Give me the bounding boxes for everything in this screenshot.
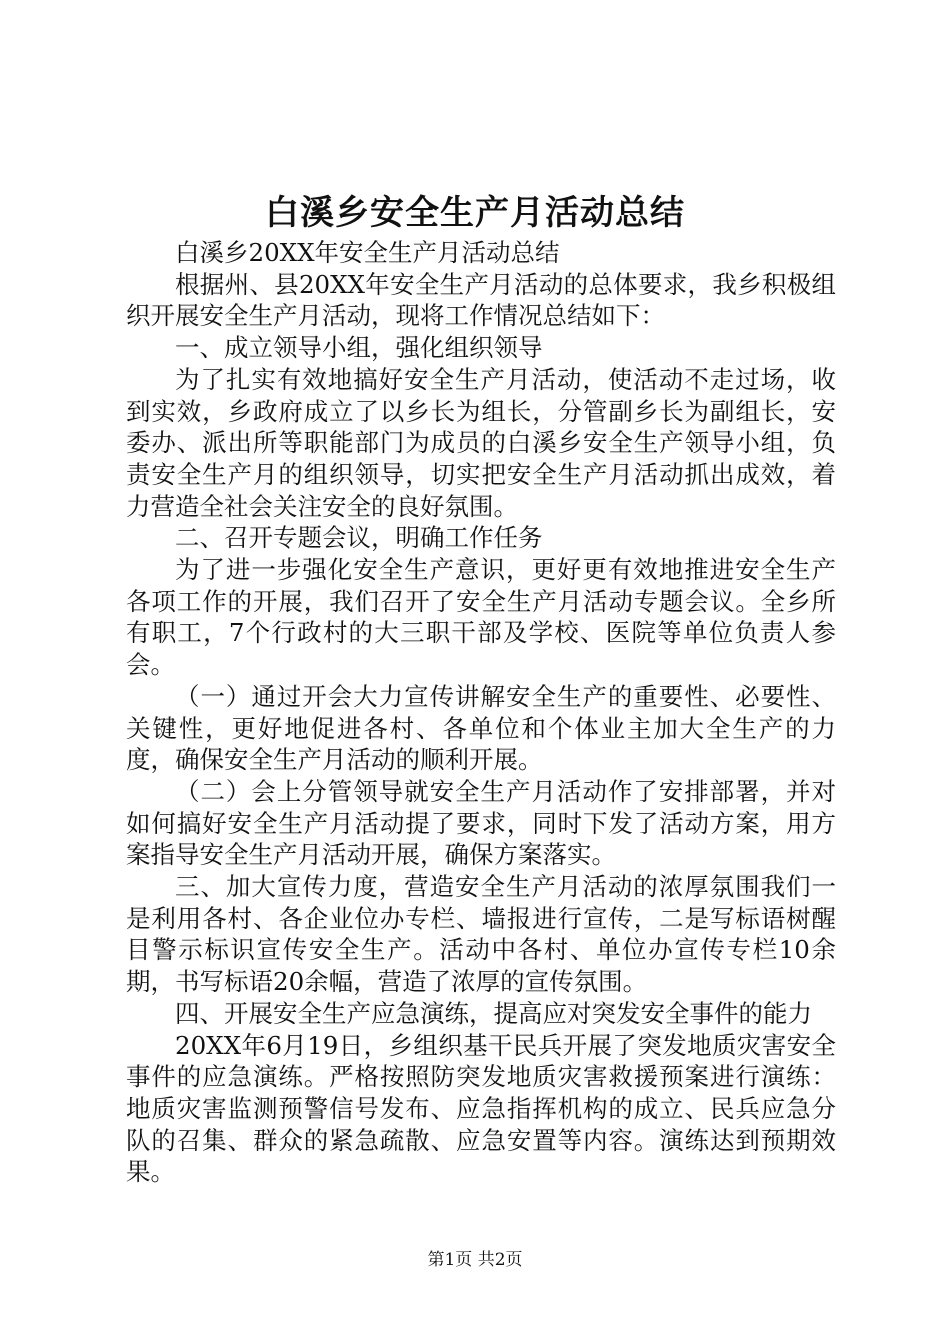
- section-body-4: 20XX年6月19日，乡组织基干民兵开展了突发地质灾害安全事件的应急演练。严格按照防突发地质灾害救援预案进行演练：地质灾害监测预警信号发布、应急指挥机构的成立、民兵应急分队的召集、群众的紧急疏散、应急安置等内容。演练达到预期效果。: [126, 1030, 836, 1187]
- section-heading-2: 二、召开专题会议，明确工作任务: [175, 523, 543, 553]
- section-heading-1: 一、成立领导小组，强化组织领导: [175, 333, 543, 363]
- document-title: 白溪乡安全生产月活动总结: [265, 193, 685, 233]
- subsection-1: （一）通过开会大力宣传讲解安全生产的重要性、必要性、关键性，更好地促进各村、各单位和个体业主加大全生产的力度，确保安全生产月活动的顺利开展。: [126, 681, 836, 775]
- page-number: 第1页 共2页: [427, 1250, 523, 1270]
- subsection-2: （二）会上分管领导就安全生产月活动作了安排部署，并对如何搞好安全生产月活动提了要求，同时下发了活动方案，用方案指导安全生产月活动开展，确保方案落实。: [126, 776, 836, 870]
- intro-paragraph: 根据州、县20XX年安全生产月活动的总体要求，我乡积极组织开展安全生产月活动，现将工作情况总结如下：: [126, 269, 836, 331]
- section-heading-4: 四、开展安全生产应急演练，提高应对突发安全事件的能力: [175, 998, 812, 1028]
- section-body-2: 为了进一步强化安全生产意识，更好更有效地推进安全生产各项工作的开展，我们召开了安全生产月活动专题会议。全乡所有职工，7个行政村的大三职干部及学校、医院等单位负责人参会。: [126, 555, 836, 680]
- section-body-1: 为了扎实有效地搞好安全生产月活动，使活动不走过场，收到实效，乡政府成立了以乡长为组长，分管副乡长为副组长，安委办、派出所等职能部门为成员的白溪乡安全生产领导小组，负责安全生产月的组织领导，切实把安全生产月活动抓出成效，着力营造全社会关注安全的良好氛围。: [126, 364, 836, 521]
- subtitle-paragraph: 白溪乡20XX年安全生产月活动总结: [175, 238, 560, 267]
- document-body: [126, 237, 836, 1188]
- section-3: 三、加大宣传力度，营造安全生产月活动的浓厚氛围我们一是利用各村、各企业位办专栏、墙报进行宣传，二是写标语树醒目警示标识宣传安全生产。活动中各村、单位办宣传专栏10余期，书写标语20余幅，营造了浓厚的宣传氛围。: [126, 872, 836, 997]
